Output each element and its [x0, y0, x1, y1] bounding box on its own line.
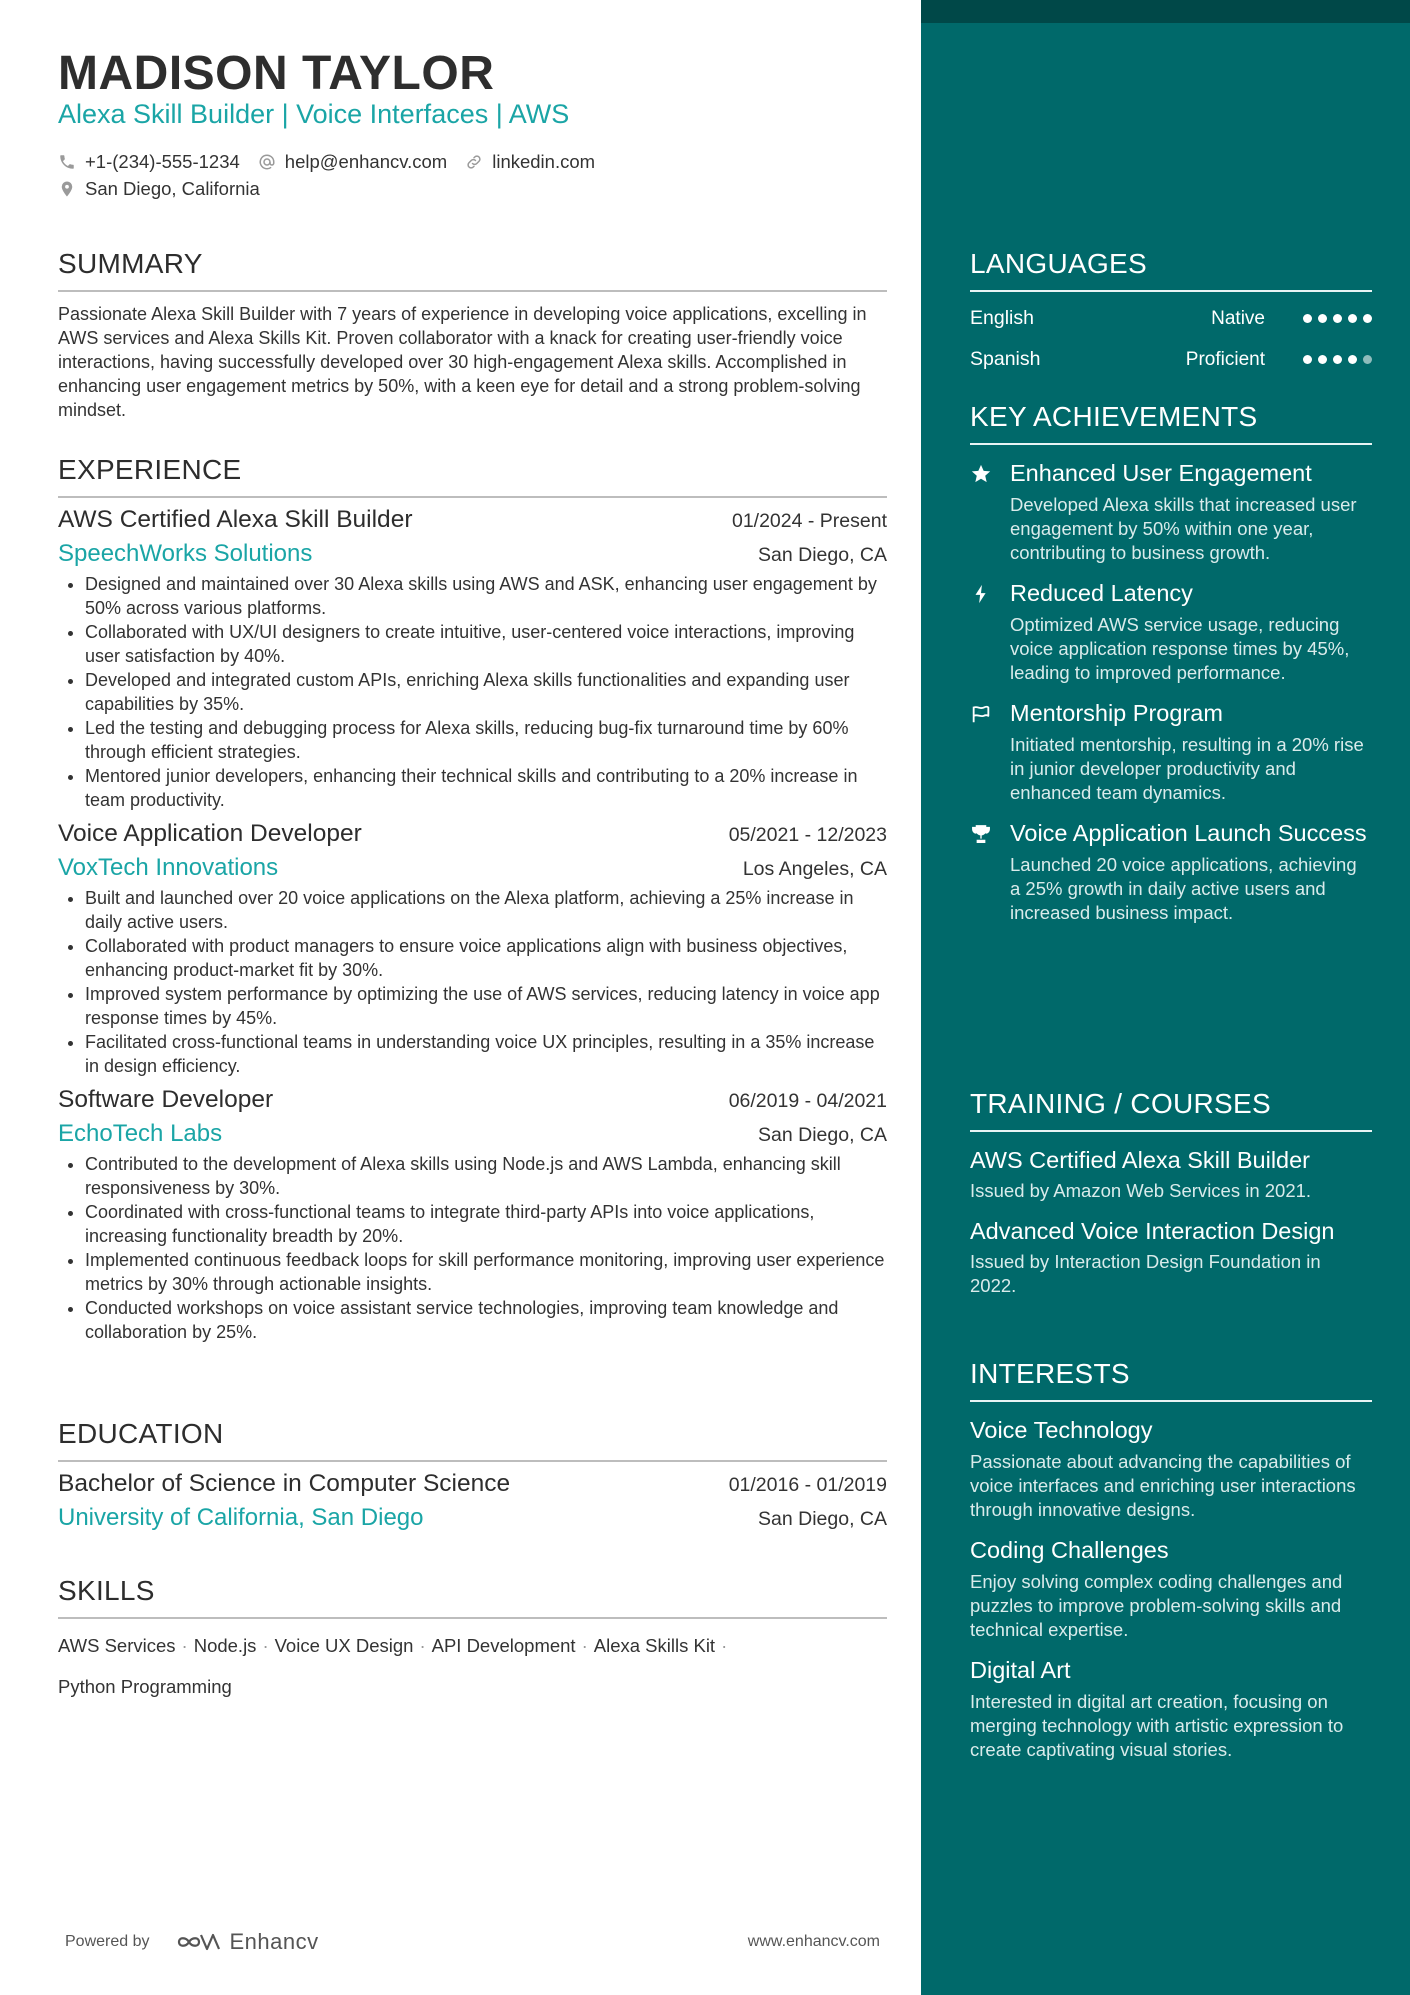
- job-dates: 05/2021 - 12/2023: [728, 824, 887, 846]
- skill-item: Alexa Skills Kit: [593, 1635, 716, 1656]
- course-desc: Issued by Interaction Design Foundation in 2022.: [970, 1251, 1321, 1296]
- language-name: Spanish: [970, 348, 1041, 370]
- interest-title: Coding Challenges: [970, 1537, 1169, 1563]
- job-location: San Diego, CA: [758, 1124, 887, 1146]
- interests-section: [970, 1358, 1372, 1762]
- course-item: [970, 1217, 1372, 1298]
- flag-icon: [970, 703, 992, 725]
- bullet-item: • Coordinated with cross-functional teams to integrate third-party APIs into voice applications, increasing functionality breadth by 20%.: [85, 1200, 887, 1248]
- job-company: SpeechWorks Solutions: [58, 540, 313, 567]
- education-entry: [58, 1470, 887, 1532]
- training-heading: TRAINING / COURSES: [970, 1088, 1372, 1132]
- bullet-item: • Improved system performance by optimizing the use of AWS services, reducing latency in voice app response times by 45%.: [85, 982, 887, 1030]
- footer-url[interactable]: www.enhancv.com: [747, 1933, 880, 1950]
- experience-section: [58, 454, 887, 1344]
- degree-title: Bachelor of Science in Computer Science: [58, 1470, 511, 1497]
- phone-text: +1-(234)-555-1234: [85, 150, 240, 172]
- trophy-icon: [970, 823, 992, 845]
- job-location: San Diego, CA: [758, 544, 887, 566]
- at-icon: [258, 153, 276, 171]
- language-row: [970, 339, 1372, 380]
- achievement-desc: Launched 20 voice applications, achieving a 25% growth in daily active users and increased business impact.: [1010, 854, 1357, 923]
- achievement-item: [970, 579, 1372, 685]
- course-item: [970, 1146, 1372, 1203]
- languages-section: [970, 248, 1372, 380]
- job-dates: 01/2024 - Present: [731, 510, 887, 532]
- achievement-item: [970, 699, 1372, 805]
- education-dates: 01/2016 - 01/2019: [728, 1474, 887, 1496]
- school-name: University of California, San Diego: [58, 1504, 424, 1531]
- experience-heading: EXPERIENCE: [58, 454, 887, 498]
- brand-logo[interactable]: [176, 1929, 319, 1955]
- languages-heading: LANGUAGES: [970, 248, 1372, 292]
- footer: [65, 1929, 880, 1955]
- bullet-item: • Facilitated cross-functional teams in understanding voice UX principles, resulting in a 35% increase in design efficiency.: [85, 1030, 887, 1078]
- bullet-item: • Contributed to the development of Alexa skills using Node.js and AWS Lambda, enhancing skill responsiveness by 30%.: [85, 1152, 887, 1200]
- job-title: Software Developer: [58, 1086, 274, 1113]
- achievements-section: [970, 401, 1372, 925]
- location-item: [58, 178, 260, 200]
- location-text: San Diego, California: [85, 177, 260, 199]
- skill-item: AWS Services: [58, 1635, 176, 1656]
- email-text: help@enhancv.com: [284, 150, 448, 172]
- candidate-tagline: Alexa Skill Builder | Voice Interfaces | AWS: [58, 99, 570, 129]
- bullet-item: • Built and launched over 20 voice applications on the Alexa platform, achieving a 25% increase in daily active users.: [85, 886, 887, 934]
- course-title: AWS Certified Alexa Skill Builder: [970, 1147, 1311, 1173]
- job-title: Voice Application Developer: [58, 820, 362, 847]
- phone-icon: [58, 153, 76, 171]
- skills-heading: SKILLS: [58, 1575, 887, 1619]
- contact-info: [58, 148, 613, 202]
- sidebar: [921, 0, 1410, 1995]
- achievements-heading: KEY ACHIEVEMENTS: [970, 401, 1372, 445]
- course-title: Advanced Voice Interaction Design: [970, 1218, 1335, 1244]
- language-row: [970, 298, 1372, 339]
- email-item[interactable]: [258, 151, 447, 173]
- bullet-item: • Designed and maintained over 30 Alexa skills using AWS and ASK, enhancing user engagement by 50% across various platforms.: [85, 572, 887, 620]
- bullet-item: • Collaborated with UX/UI designers to create intuitive, user-centered voice interactions, improving user satisfaction by 40%.: [85, 620, 887, 668]
- interest-title: Digital Art: [970, 1657, 1071, 1683]
- brand-name: Enhancv: [229, 1929, 319, 1954]
- training-section: [970, 1088, 1372, 1298]
- bullet-item: • Collaborated with product managers to ensure voice applications align with business objectives, enhancing product-market fit by 30%.: [85, 934, 887, 982]
- job-bullets: [58, 886, 887, 1078]
- job-entry: [58, 820, 887, 1078]
- bullet-item: • Conducted workshops on voice assistant service technologies, improving team knowledge and collaboration by 25%.: [85, 1296, 887, 1344]
- skills-section: [58, 1575, 887, 1707]
- achievement-item: [970, 459, 1372, 565]
- bolt-icon: [970, 583, 992, 605]
- language-level: Native: [1211, 307, 1265, 329]
- bullet-item: • Mentored junior developers, enhancing their technical skills and contributing to a 20% increase in team productivity.: [85, 764, 887, 812]
- candidate-name: MADISON TAYLOR: [58, 47, 495, 100]
- job-company: EchoTech Labs: [58, 1120, 223, 1147]
- location-pin-icon: [58, 180, 76, 198]
- language-level: Proficient: [1185, 348, 1265, 370]
- achievement-title: Voice Application Launch Success: [1010, 820, 1367, 846]
- job-entry: [58, 1086, 887, 1344]
- job-dates: 06/2019 - 04/2021: [728, 1090, 887, 1112]
- job-location: Los Angeles, CA: [742, 858, 887, 880]
- job-bullets: [58, 572, 887, 812]
- website-item[interactable]: [465, 151, 595, 173]
- proficiency-dots: [1297, 314, 1372, 323]
- job-bullets: [58, 1152, 887, 1344]
- interest-title: Voice Technology: [970, 1417, 1153, 1443]
- achievement-item: [970, 819, 1372, 925]
- interest-desc: Enjoy solving complex coding challenges and puzzles to improve problem-solving skills and technical expertise.: [970, 1571, 1343, 1640]
- bullet-item: • Led the testing and debugging process for Alexa skills, reducing bug-fix turnaround time by 60% through efficient strategies.: [85, 716, 887, 764]
- education-section: [58, 1418, 887, 1532]
- interest-item: [970, 1656, 1372, 1762]
- enhancv-logo-icon: [176, 1931, 222, 1953]
- job-company: VoxTech Innovations: [58, 854, 279, 881]
- achievement-desc: Initiated mentorship, resulting in a 20% rise in junior developer productivity and enhanced team dynamics.: [1010, 734, 1364, 803]
- interest-item: [970, 1536, 1372, 1642]
- skill-item: Python Programming: [58, 1676, 232, 1697]
- achievement-title: Enhanced User Engagement: [1010, 460, 1312, 486]
- bullet-item: • Implemented continuous feedback loops for skill performance monitoring, improving user experience metrics by 30% through actionable insights.: [85, 1248, 887, 1296]
- bullet-item: • Developed and integrated custom APIs, enriching Alexa skills functionalities and expanding user capabilities by 35%.: [85, 668, 887, 716]
- interest-item: [970, 1416, 1372, 1522]
- skill-item: Node.js: [193, 1635, 257, 1656]
- achievement-desc: Optimized AWS service usage, reducing voice application response times by 45%, leading to improved performance.: [1010, 614, 1350, 683]
- star-icon: [970, 463, 992, 485]
- job-title: AWS Certified Alexa Skill Builder: [58, 506, 413, 533]
- proficiency-dots: [1297, 355, 1372, 364]
- school-location: San Diego, CA: [758, 1508, 887, 1530]
- job-entry: [58, 506, 887, 812]
- achievement-desc: Developed Alexa skills that increased user engagement by 50% within one year, contributing to business growth.: [1010, 494, 1357, 563]
- skills-list: AWS Services · Node.js · Voice UX Design · API Development · Alexa Skills Kit · Python Programming: [58, 1635, 728, 1697]
- phone-item[interactable]: [58, 151, 240, 173]
- skill-item: API Development: [431, 1635, 576, 1656]
- achievement-title: Mentorship Program: [1010, 700, 1223, 726]
- course-desc: Issued by Amazon Web Services in 2021.: [970, 1180, 1312, 1201]
- interest-desc: Passionate about advancing the capabilities of voice interfaces and enriching user interactions through innovative designs.: [970, 1451, 1356, 1520]
- interest-desc: Interested in digital art creation, focusing on merging technology with artistic expression to create captivating visual stories.: [970, 1691, 1344, 1760]
- sidebar-top-bar: [921, 0, 1410, 23]
- summary-heading: SUMMARY: [58, 248, 887, 292]
- website-text: linkedin.com: [492, 150, 596, 172]
- summary-text: Passionate Alexa Skill Builder with 7 years of experience in developing voice applications, excelling in AWS services and Alexa Skills Kit. Proven collaborator with a knack for creating user-friendly voice interactions, having successfully developed over 30 high-engagement Alexa skills. Accomplished in enhancing user engagement metrics by 50%, with a keen eye for detail and a strong problem-solving mindset.: [58, 304, 867, 420]
- interests-heading: INTERESTS: [970, 1358, 1372, 1402]
- powered-by-label: Powered by: [65, 1933, 150, 1950]
- education-heading: EDUCATION: [58, 1418, 887, 1462]
- link-icon: [465, 153, 483, 171]
- summary-section: [58, 248, 887, 422]
- achievement-title: Reduced Latency: [1010, 580, 1193, 606]
- skill-item: Voice UX Design: [274, 1635, 414, 1656]
- language-name: English: [970, 307, 1034, 329]
